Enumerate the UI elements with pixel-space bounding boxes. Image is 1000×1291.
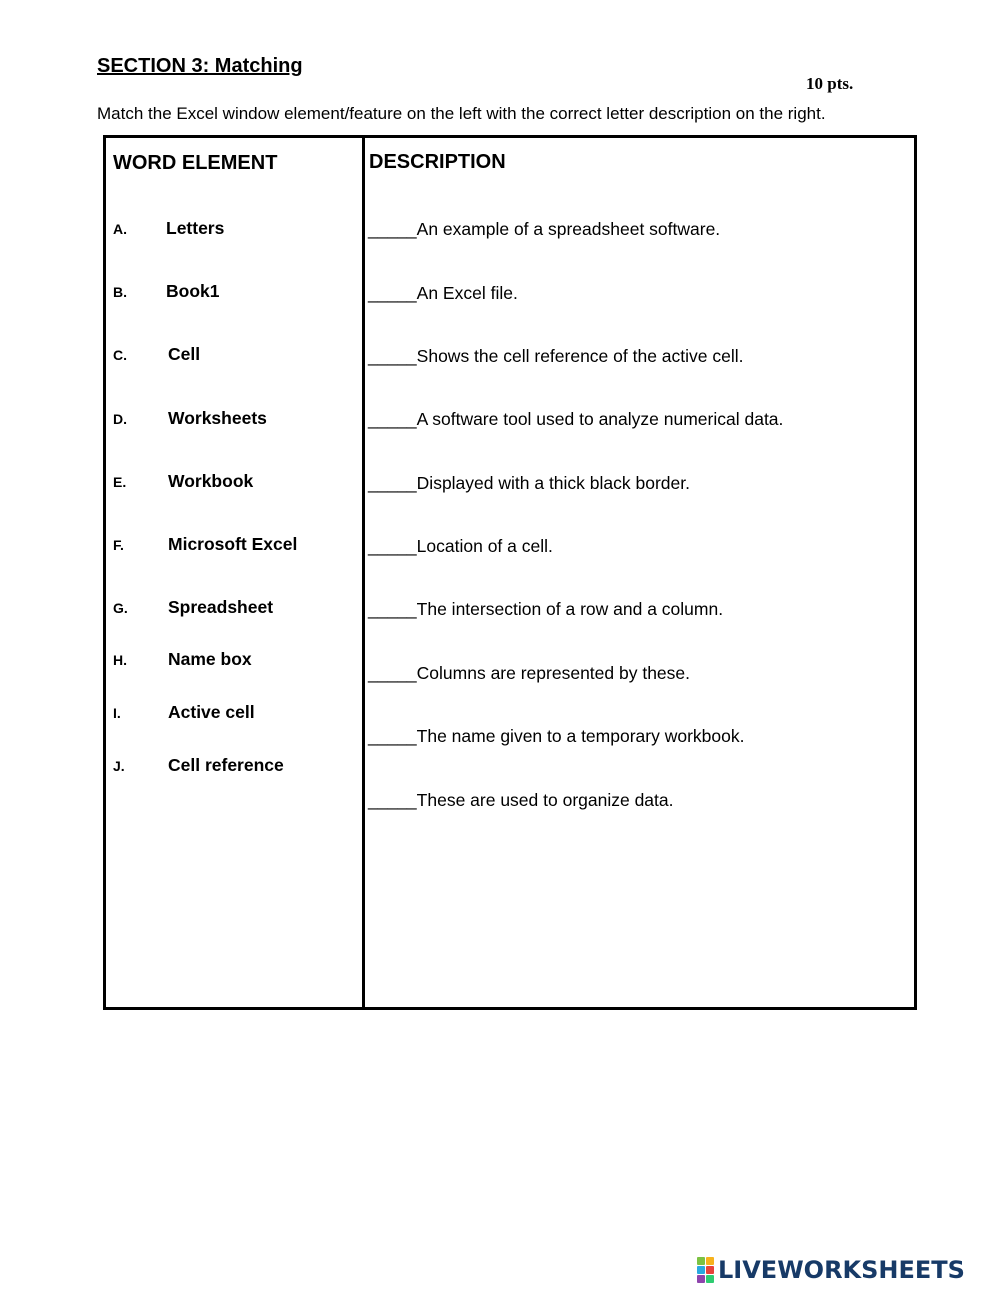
- matching-table: [103, 135, 917, 1010]
- description-item-10: _____These are used to organize data.: [368, 790, 674, 810]
- item-word: Workbook: [168, 471, 254, 491]
- item-word: Book1: [166, 281, 220, 301]
- item-letter: A.: [113, 221, 127, 237]
- logo-block: [706, 1266, 714, 1274]
- description-item-8: _____Columns are represented by these.: [368, 663, 691, 683]
- section-title: SECTION 3: Matching: [97, 55, 303, 77]
- item-word: Cell reference: [168, 755, 284, 775]
- description-item-5: _____Displayed with a thick black border.: [368, 473, 690, 493]
- word-element-header: WORD ELEMENT: [113, 152, 278, 174]
- instructions-text: Match the Excel window element/feature on the left with the correct letter description on the right.: [97, 104, 826, 123]
- description-item-6: _____Location of a cell.: [368, 536, 553, 556]
- logo-text: LIVEWORKSHEETS: [718, 1256, 965, 1284]
- item-letter: C.: [113, 347, 127, 363]
- item-word: Letters: [166, 218, 225, 238]
- liveworksheets-logo: [697, 1256, 965, 1284]
- logo-block: [706, 1275, 714, 1283]
- description-item-9: _____The name given to a temporary workbook.: [368, 726, 745, 746]
- points-label: 10 pts.: [806, 74, 854, 93]
- item-letter: G.: [113, 600, 128, 616]
- logo-block: [697, 1275, 705, 1283]
- description-item-1: _____An example of a spreadsheet software.: [368, 219, 721, 239]
- item-letter: B.: [113, 284, 127, 300]
- item-word: Name box: [168, 649, 252, 669]
- item-word: Spreadsheet: [168, 597, 274, 617]
- description-header: DESCRIPTION: [369, 151, 506, 173]
- item-word: Active cell: [168, 702, 255, 722]
- logo-block: [706, 1257, 714, 1265]
- description-item-2: _____An Excel file.: [368, 283, 518, 303]
- item-letter: J.: [113, 758, 125, 774]
- item-letter: I.: [113, 705, 121, 721]
- description-item-7: _____The intersection of a row and a column.: [368, 599, 724, 619]
- logo-block: [697, 1257, 705, 1265]
- item-word: Microsoft Excel: [168, 534, 298, 554]
- item-word: Worksheets: [168, 408, 267, 428]
- item-letter: D.: [113, 411, 127, 427]
- item-word: Cell: [168, 344, 201, 364]
- description-item-4: _____A software tool used to analyze numerical data.: [368, 409, 784, 429]
- logo-blocks-icon: [697, 1257, 714, 1283]
- item-letter: F.: [113, 537, 124, 553]
- column-divider: [362, 138, 365, 1007]
- description-item-3: _____Shows the cell reference of the active cell.: [368, 346, 744, 366]
- logo-block: [697, 1266, 705, 1274]
- item-letter: H.: [113, 652, 127, 668]
- item-letter: E.: [113, 474, 127, 490]
